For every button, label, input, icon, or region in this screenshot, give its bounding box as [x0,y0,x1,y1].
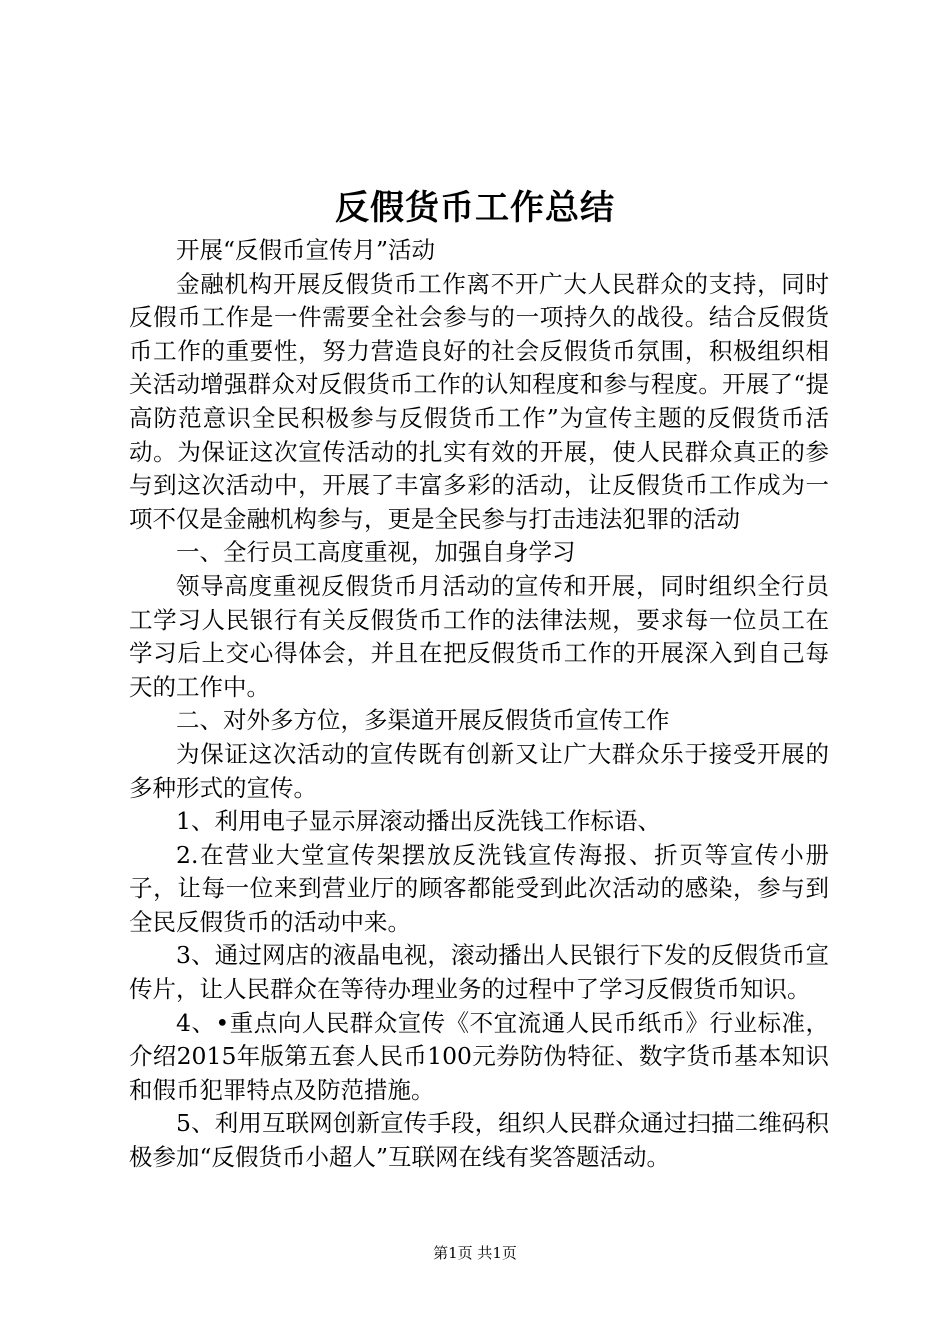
page-footer: 第1页 共1页 [433,1244,517,1262]
paragraph-section-1: 领导高度重视反假货币月活动的宣传和开展，同时组织全行员工学习人民银行有关反假货币工作的法律法规，要求每一位员工在学习后上交心得体会，并且在把反假货币工作的开展深入到自己每天的工作中。 [129,571,829,701]
list-item-4: 4、•重点向人民群众宣传《不宜流通人民币纸币》行业标准，介绍2015年版第五套人民币100元券防伪特征、数字货币基本知识和假币犯罪特点及防范措施。 [129,1008,829,1104]
paragraph-section-2: 为保证这次活动的宣传既有创新又让广大群众乐于接受开展的多种形式的宣传。 [129,739,829,802]
paragraph-activity-heading: 开展“反假币宣传月”活动 [176,236,436,264]
list-item-2: 2.在营业大堂宣传架摆放反洗钱宣传海报、折页等宣传小册子，让每一位来到营业厅的顾客都能受到此次活动的感染，参与到全民反假货币的活动中来。 [129,840,829,936]
paragraph-intro: 金融机构开展反假货币工作离不开广大人民群众的支持，同时反假币工作是一件需要全社会参与的一项持久的战役。结合反假货币工作的重要性，努力营造良好的社会反假货币氛围，积极组织相关活动增强群众对反假货币工作的认知程度和参与程度。开展了“提高防范意识全民积极参与反假货币工作”为宣传主题的反假货币活动。为保证这次宣传活动的扎实有效的开展，使人民群众真正的参与到这次活动中，开展了丰富多彩的活动，让反假货币工作成为一项不仅是金融机构参与，更是全民参与打击违法犯罪的活动 [129,269,829,533]
document-body [129,234,829,1175]
list-item-5: 5、利用互联网创新宣传手段，组织人民群众通过扫描二维码积极参加“反假货币小超人”互联网在线有奖答题活动。 [129,1109,829,1172]
section-heading-2: 二、对外多方位，多渠道开展反假货币宣传工作 [176,706,670,735]
list-item-1: 1、利用电子显示屏滚动播出反洗钱工作标语、 [176,807,661,836]
list-item-3: 3、通过网店的液晶电视，滚动播出人民银行下发的反假货币宣传片，让人民群众在等待办理业务的过程中了学习反假货币知识。 [129,941,829,1004]
document-title: 反假货币工作总结 [335,188,615,228]
section-heading-1: 一、全行员工高度重视，加强自身学习 [176,538,576,567]
